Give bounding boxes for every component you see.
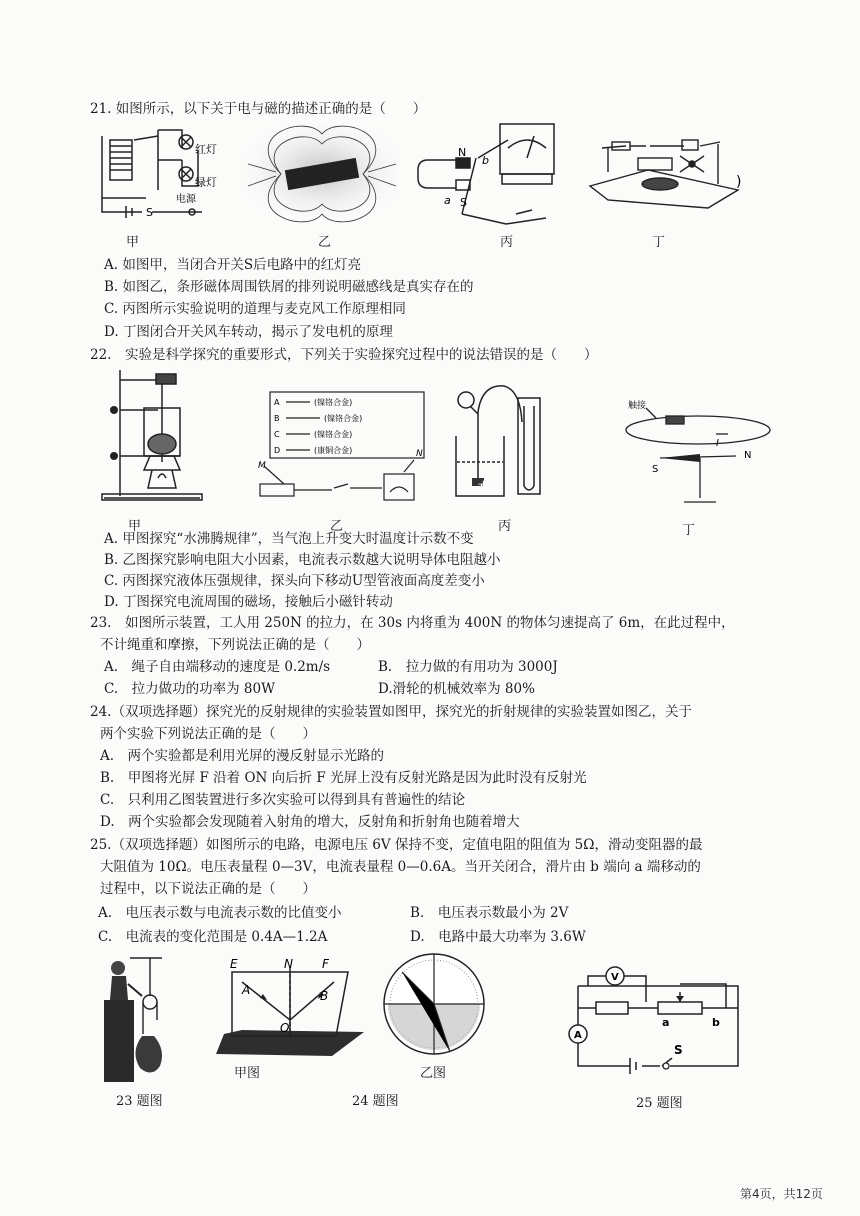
q21-caption-yi: 乙 bbox=[318, 235, 332, 250]
q22-option-b: B. 乙图探究影响电阻大小因素，电流表示数越大说明导体电阻越小 bbox=[104, 552, 501, 568]
q21-figure-bing bbox=[416, 118, 564, 224]
q24-option-d: D. 两个实验都会发现随着入射角的增大，反射角和折射角也随着增大 bbox=[100, 814, 520, 830]
fig24-b-label: B bbox=[320, 989, 329, 1003]
q25-figure-caption: 25 题图 bbox=[636, 1096, 683, 1111]
q23-option-a: A. 绳子自由端移动的速度是 0.2m/s bbox=[104, 659, 331, 675]
q23-option-b: B. 拉力做的有用功为 3000J bbox=[378, 659, 558, 675]
fig24-e-label: E bbox=[230, 957, 238, 971]
svg-text:): ) bbox=[736, 174, 742, 190]
q21-option-d: D. 丁图闭合开关风车转动，揭示了发电机的原理 bbox=[104, 324, 393, 340]
q25-option-b: B. 电压表示数最小为 2V bbox=[410, 905, 569, 921]
yi-row-d: D bbox=[274, 446, 281, 455]
q24-figure-jia bbox=[208, 956, 366, 1060]
q22-stem: 22. 实验是科学探究的重要形式，下列关于实验探究过程中的说法错误的是（ ） bbox=[90, 347, 598, 363]
q23-figure-caption: 23 题图 bbox=[116, 1094, 163, 1109]
fig25-a-label: a bbox=[662, 1016, 670, 1029]
q22-option-c: C. 丙图探究液体压强规律，探头向下移动U型管液面高度差变小 bbox=[104, 573, 485, 589]
ding-s-label: S bbox=[652, 464, 659, 475]
q23-stem-line2: 不计绳重和摩擦，下列说法正确的是（ ） bbox=[100, 637, 370, 653]
q24-option-b: B. 甲图将光屏 F 沿着 ON 向后折 F 光屏上没有反射光路是因为此时没有反射光 bbox=[100, 770, 587, 786]
jia-green-label: 绿灯 bbox=[195, 176, 217, 189]
ding-i-label: I bbox=[716, 438, 719, 449]
jia-s-label: S bbox=[146, 206, 153, 219]
bing-n-label: N bbox=[458, 146, 467, 159]
q23-option-c: C. 拉力做功的功率为 80W bbox=[104, 681, 275, 697]
fig25-s-label: S bbox=[674, 1043, 683, 1057]
q24-option-a: A. 两个实验都是利用光屏的漫反射显示光路的 bbox=[100, 748, 385, 764]
q22-figure-ding bbox=[616, 398, 776, 510]
q25-figure-circuit bbox=[566, 962, 746, 1078]
q22-caption-jia: 甲 bbox=[128, 519, 142, 534]
q21-figure-ding bbox=[588, 128, 748, 216]
q23-figure-pulley bbox=[100, 956, 166, 1084]
q22-figure-yi bbox=[254, 388, 440, 506]
q24-subcaption-jia: 甲图 bbox=[234, 1066, 261, 1081]
yi-n-label: N bbox=[416, 449, 423, 459]
fig24-f-label: F bbox=[322, 957, 329, 971]
q21-caption-bing: 丙 bbox=[500, 235, 514, 250]
bing-a-label: a bbox=[444, 194, 451, 207]
q25-stem-line3: 过程中，以下说法正确的是（ ） bbox=[100, 881, 316, 897]
fig25-b-label: b bbox=[712, 1016, 720, 1029]
q21-caption-jia: 甲 bbox=[126, 235, 140, 250]
q25-stem-line1: 25.（双项选择题）如图所示的电路，电源电压 6V 保持不变，定值电阻的阻值为 5Ω，滑动变阻器的最 bbox=[90, 837, 703, 853]
fig24-n-label: N bbox=[284, 957, 293, 971]
q22-option-d: D. 丁图探究电流周围的磁场，接触后小磁针转动 bbox=[104, 594, 393, 610]
ding-touch-label: 触接 bbox=[628, 401, 647, 411]
bing-b-label: b bbox=[482, 154, 489, 167]
q21-option-c: C. 丙图所示实验说明的道理与麦克风工作原理相同 bbox=[104, 301, 406, 317]
fig24-o-label: O bbox=[280, 1021, 290, 1035]
q21-figure-yi bbox=[246, 124, 398, 219]
q23-option-d: D.滑轮的机械效率为 80% bbox=[378, 681, 535, 697]
fig24-a-label: A bbox=[242, 983, 251, 997]
q21-option-a: A. 如图甲，当闭合开关S后电路中的红灯亮 bbox=[104, 257, 362, 273]
bing-s-label: S bbox=[460, 196, 467, 209]
q25-option-d: D. 电路中最大功率为 3.6W bbox=[410, 929, 586, 945]
q24-option-c: C. 只利用乙图装置进行多次实验可以得到具有普遍性的结论 bbox=[100, 792, 466, 808]
q24-figure-caption: 24 题图 bbox=[352, 1094, 399, 1109]
q22-figure-bing bbox=[452, 382, 556, 502]
yi-m-label: M bbox=[258, 461, 266, 471]
yi-row-c: C bbox=[274, 430, 280, 439]
q21-figure-jia bbox=[96, 124, 217, 219]
q24-stem-line2: 两个实验下列说法正确的是（ ） bbox=[100, 726, 316, 742]
fig25-v-label: V bbox=[611, 972, 619, 983]
yi-wire-a: (镍铬合金) bbox=[314, 398, 353, 407]
yi-wire-d: (康铜合金) bbox=[314, 446, 353, 455]
yi-row-a: A bbox=[274, 398, 280, 407]
q23-stem-line1: 23. 如图所示装置，工人用 250N 的拉力，在 30s 内将重为 400N 的物体匀速提高了 6m，在此过程中， bbox=[90, 615, 735, 631]
yi-wire-b: (镍铬合金) bbox=[324, 414, 363, 423]
jia-power-label: 电源 bbox=[176, 194, 196, 205]
page-footer: 第4页，共12页 bbox=[740, 1187, 823, 1201]
yi-row-b: B bbox=[274, 414, 280, 423]
q21-option-b: B. 如图乙，条形磁体周围铁屑的排列说明磁感线是真实存在的 bbox=[104, 279, 474, 295]
q25-option-c: C. 电流表的变化范围是 0.4A—1.2A bbox=[98, 929, 328, 945]
q24-figure-yi bbox=[366, 952, 502, 1060]
fig25-a-meter-label: A bbox=[574, 1030, 582, 1041]
q22-caption-yi: 乙 bbox=[330, 519, 344, 534]
bing-water-label: 水 bbox=[478, 480, 489, 493]
q25-stem-line2: 大阻值为 10Ω。电压表量程 0—3V，电流表量程 0—0.6A。当开关闭合，滑片由 b 端向 a 端移动的 bbox=[100, 859, 701, 875]
q21-caption-ding: 丁 bbox=[652, 235, 666, 250]
q24-stem-line1: 24.（双项选择题）探究光的反射规律的实验装置如图甲，探究光的折射规律的实验装置如图乙，关于 bbox=[90, 704, 692, 720]
q22-caption-ding: 丁 bbox=[682, 523, 696, 538]
q21-stem: 21. 如图所示，以下关于电与磁的描述正确的是（ ） bbox=[90, 101, 427, 117]
q22-option-a: A. 甲图探究“水沸腾规律”，当气泡上升变大时温度计示数不变 bbox=[104, 531, 474, 547]
q22-figure-jia bbox=[100, 366, 210, 506]
q25-option-a: A. 电压表示数与电流表示数的比值变小 bbox=[98, 905, 342, 921]
ding-n-label: N bbox=[744, 450, 752, 461]
jia-red-label: 红灯 bbox=[195, 143, 217, 156]
q22-caption-bing: 丙 bbox=[498, 519, 512, 534]
q24-subcaption-yi: 乙图 bbox=[420, 1066, 447, 1081]
yi-wire-c: (镍铬合金) bbox=[314, 430, 353, 439]
